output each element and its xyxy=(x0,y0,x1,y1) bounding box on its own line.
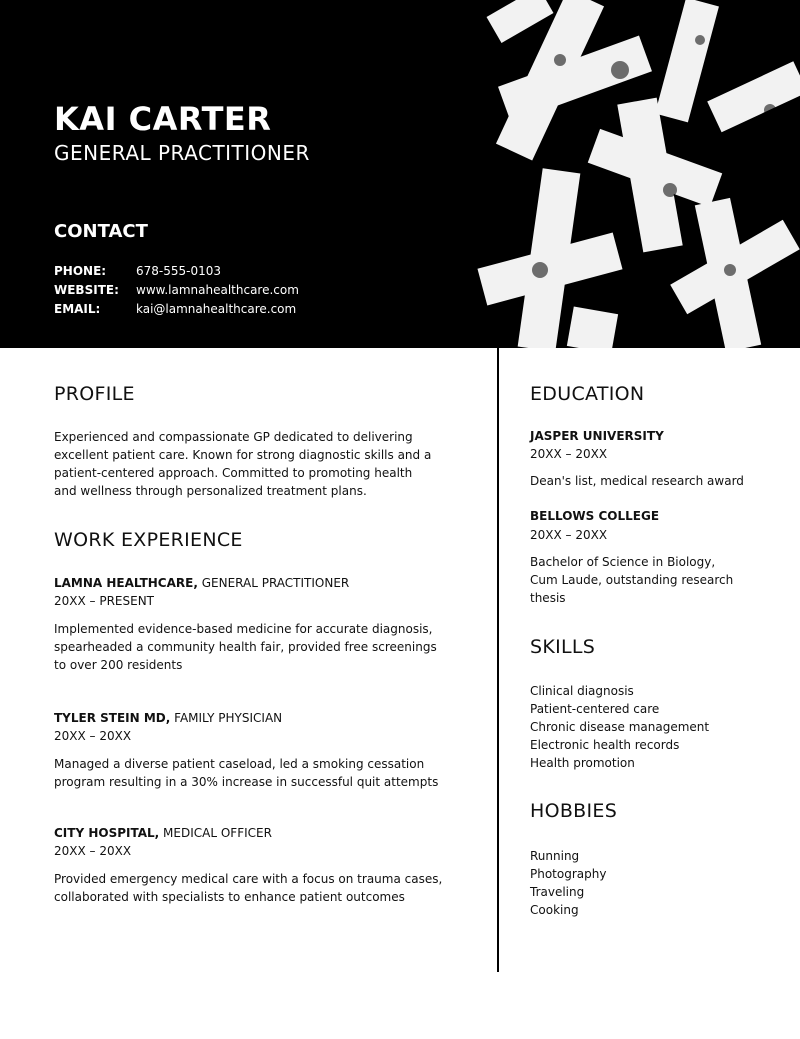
school-description: Bachelor of Science in Biology, Cum Laude, outstanding research thesis xyxy=(530,555,734,605)
job-employer: LAMNA HEALTHCARE, xyxy=(54,576,198,590)
skills-list xyxy=(530,682,709,772)
profile-text: Experienced and compassionate GP dedicated to delivering excellent patient care. Known for strong diagnostic skills and a patient-centered approach. Committed to promoting health and wellness through personalized treatment plans. xyxy=(54,430,432,498)
job-description: Managed a diverse patient caseload, led a smoking cessation program resulting in a 30% increase in successful quit attempts xyxy=(54,757,439,789)
hobby-item: Cooking xyxy=(530,903,579,917)
contact-website xyxy=(54,283,299,297)
school-name: BELLOWS COLLEGE xyxy=(530,509,660,523)
job-dates: 20XX – 20XX xyxy=(54,844,132,858)
brushstroke-cross-pattern xyxy=(470,0,800,348)
job-role: GENERAL PRACTITIONER xyxy=(201,576,350,590)
work-heading: WORK EXPERIENCE xyxy=(54,529,243,551)
profile-heading: PROFILE xyxy=(54,383,135,405)
job-role: FAMILY PHYSICIAN xyxy=(174,711,283,725)
contact-email xyxy=(54,302,296,316)
candidate-name: KAI CARTER xyxy=(54,100,272,138)
contact-value[interactable]: kai@lamnahealthcare.com xyxy=(136,302,297,316)
school-name: JASPER UNIVERSITY xyxy=(530,429,664,443)
hobbies-list xyxy=(530,847,606,919)
contact-label: EMAIL: xyxy=(54,302,101,316)
job-dates: 20XX – 20XX xyxy=(54,729,132,743)
job-employer: TYLER STEIN MD, xyxy=(54,711,171,725)
candidate-title: GENERAL PRACTITIONER xyxy=(54,141,310,165)
column-divider xyxy=(497,348,499,972)
skill-item: Electronic health records xyxy=(530,738,680,752)
job-description: Provided emergency medical care with a focus on trauma cases, collaborated with specialists to enhance patient outcomes xyxy=(54,872,443,904)
skill-item: Clinical diagnosis xyxy=(530,684,634,698)
contact-value: 678-555-0103 xyxy=(136,264,222,278)
school-dates: 20XX – 20XX xyxy=(530,528,608,542)
school-description: Dean's list, medical research award xyxy=(530,474,744,488)
skills-heading: SKILLS xyxy=(530,636,596,658)
job-title xyxy=(54,711,282,725)
contact-label: PHONE: xyxy=(54,264,107,278)
skill-item: Patient-centered care xyxy=(530,702,660,716)
job-title xyxy=(54,576,349,590)
school-dates: 20XX – 20XX xyxy=(530,447,608,461)
hobby-item: Traveling xyxy=(530,885,585,899)
hobbies-heading: HOBBIES xyxy=(530,800,618,822)
job-description: Implemented evidence-based medicine for accurate diagnosis, spearheaded a community health fair, provided free screenings to over 200 residents xyxy=(54,622,437,672)
education-heading: EDUCATION xyxy=(530,383,645,405)
job-role: MEDICAL OFFICER xyxy=(163,826,272,840)
hobby-item: Photography xyxy=(530,867,607,881)
contact-heading: CONTACT xyxy=(54,221,148,242)
job-dates: 20XX – PRESENT xyxy=(54,594,155,608)
job-employer: CITY HOSPITAL, xyxy=(54,826,160,840)
contact-phone xyxy=(54,264,221,278)
skill-item: Health promotion xyxy=(530,756,635,770)
resume-header xyxy=(0,0,800,348)
contact-label: WEBSITE: xyxy=(54,283,119,297)
contact-value[interactable]: www.lamnahealthcare.com xyxy=(136,283,299,297)
job-title xyxy=(54,826,272,840)
skill-item: Chronic disease management xyxy=(530,720,710,734)
hobby-item: Running xyxy=(530,849,580,863)
